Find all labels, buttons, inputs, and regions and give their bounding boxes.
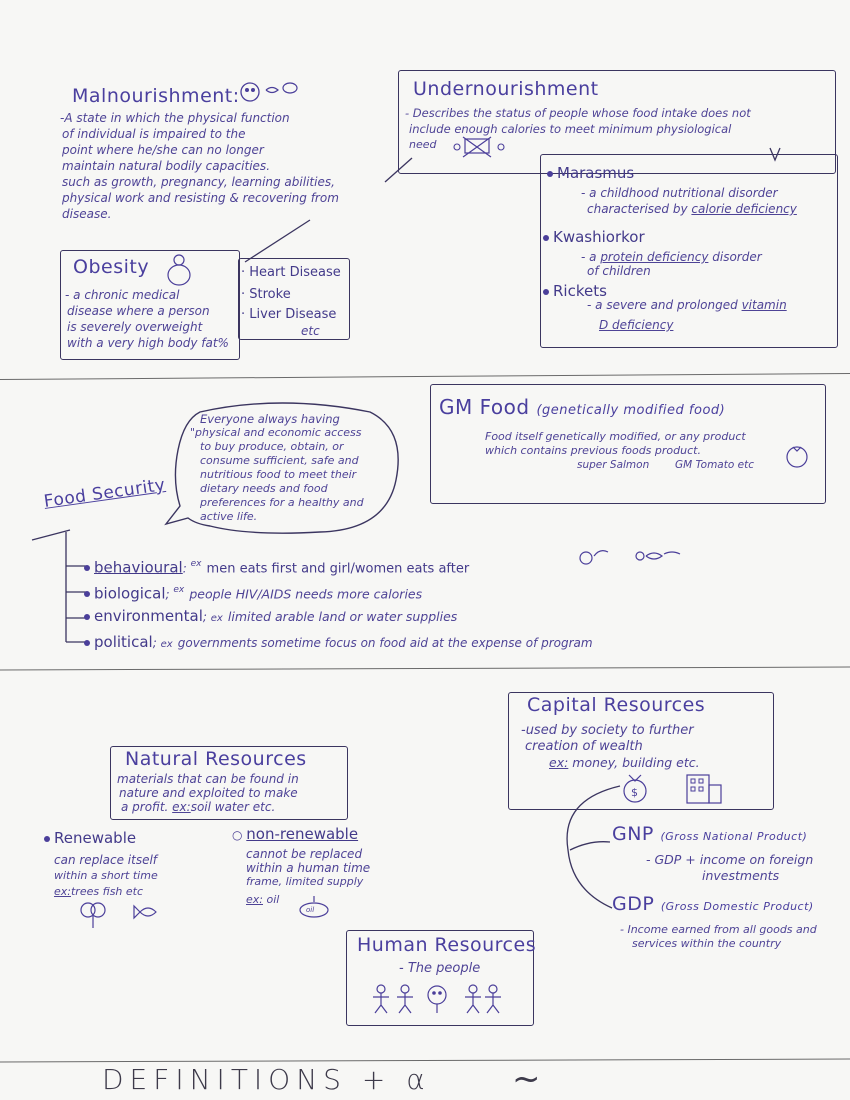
rickets-vitamin: vitamin	[741, 298, 787, 312]
obesity-line-2: disease where a person	[67, 304, 210, 318]
non-renewable-title: non-renewable	[246, 825, 359, 843]
obesity-diseases-box	[238, 258, 350, 340]
kwashiorkor-title: Kwashiorkor	[553, 228, 645, 246]
natural-line-1: materials that can be found in	[117, 772, 299, 786]
gm-food-box	[430, 384, 826, 504]
item-environmental-label: environmental	[94, 607, 203, 625]
natural-line-2: nature and exploited to make	[119, 786, 298, 800]
people-icon	[574, 544, 694, 572]
gm-food-line-1: Food itself genetically modified, or any product	[485, 430, 746, 443]
natural-ex: ex:	[172, 800, 191, 814]
renewable-ex: ex:	[54, 885, 71, 898]
item-colon: :	[182, 561, 191, 576]
section-divider-2	[0, 667, 850, 671]
item-environmental-text: limited arable land or water supplies	[227, 609, 458, 624]
malnourishment-line-7: disease.	[62, 207, 112, 221]
undernourishment-line-1: - Describes the status of people whose food intake does not	[405, 106, 751, 120]
gdp-line-2: services within the country	[632, 937, 782, 950]
bullet-icon	[84, 614, 90, 620]
malnourishment-line-1: -A state in which the physical function	[60, 111, 290, 125]
obesity-title: Obesity	[73, 256, 150, 278]
bullet-icon	[543, 235, 549, 241]
human-resources-box	[346, 930, 537, 1026]
renewable-line-1: can replace itself	[54, 853, 158, 867]
bullet-icon	[44, 836, 50, 842]
item-biological-ex: ex	[173, 585, 185, 595]
kwashiorkor-line-2: of children	[587, 264, 651, 278]
kwashiorkor-line-1a: - a	[581, 250, 601, 264]
obesity-line-1: - a chronic medical	[65, 288, 180, 302]
non-renewable-line-2: within a human time	[246, 861, 371, 875]
disease-etc: etc	[301, 324, 320, 338]
building-icon	[683, 773, 727, 805]
tree-icon	[78, 900, 168, 930]
bullet-icon	[84, 640, 90, 646]
bubble-line-6: dietary needs and food	[200, 482, 328, 495]
undernourishment-title: Undernourishment	[413, 78, 599, 100]
disease-liver: Liver Disease	[249, 307, 337, 322]
obesity-box	[60, 250, 240, 360]
oil-barrel-label: oil	[306, 906, 315, 914]
item-behavioural-ex: ex	[190, 559, 202, 569]
hollow-bullet: ○	[232, 828, 247, 842]
bullet-icon	[84, 591, 90, 597]
marasmus-calorie-deficiency: calorie deficiency	[691, 202, 797, 216]
section-divider-3	[0, 1059, 850, 1063]
gm-food-example-1: super Salmon	[577, 459, 650, 471]
non-renewable-line-3: frame, limited supply	[246, 875, 364, 888]
item-political-text: governments sometime focus on food aid at the expense of program	[177, 636, 593, 650]
bullet-icon	[543, 289, 549, 295]
bullet-liver-disease: ·	[241, 307, 250, 322]
tomato-icon	[783, 441, 819, 471]
people-group-icon	[369, 983, 509, 1019]
obesity-line-3: is severely overweight	[67, 320, 203, 334]
bubble-line-2: "physical and economic access	[190, 426, 362, 439]
natural-line-3: a profit.	[121, 800, 173, 814]
gm-food-title: GM Food	[439, 395, 530, 419]
malnourishment-line-5: such as growth, pregnancy, learning abilities,	[62, 175, 335, 189]
rickets-line-1: - a severe and prolonged	[587, 298, 742, 312]
gm-food-example-2: GM Tomato etc	[675, 459, 754, 471]
gnp-title: GNP	[612, 823, 654, 845]
item-political-label: political	[94, 633, 153, 651]
bubble-line-5: nutritious food to meet their	[200, 468, 357, 481]
item-behavioural-label: behavioural	[94, 558, 183, 577]
gdp-line-1: - Income earned from all goods and	[620, 923, 817, 936]
non-renewable-ex: ex:	[246, 893, 263, 906]
bullet-heart-disease: ·	[241, 265, 250, 280]
undernourishment-line-2: include enough calories to meet minimum physiological	[409, 122, 732, 136]
bullet-icon	[547, 171, 553, 177]
gm-food-subtitle: (genetically modified food)	[536, 403, 726, 418]
capital-title: Capital Resources	[527, 694, 706, 716]
item-environmental-ex: ex	[210, 613, 223, 624]
item-colon: ;	[152, 636, 161, 650]
bubble-line-7: preferences for a healthy and	[200, 496, 364, 509]
item-biological-text: people HIV/AIDS needs more calories	[189, 586, 423, 602]
gnp-line-1: - GDP + income on foreign	[646, 852, 814, 867]
disease-heart: Heart Disease	[249, 265, 341, 280]
malnourishment-title: Malnourishment	[72, 85, 233, 107]
malnourishment-colon: :	[232, 85, 240, 107]
obesity-line-4: with a very high body fat%	[67, 336, 229, 350]
bullet-stroke: ·	[241, 287, 250, 302]
bubble-line-1: Everyone always having	[200, 412, 340, 426]
capital-ex-text: money, building etc.	[572, 755, 700, 770]
malnourishment-line-6: physical work and resisting & recovering from	[62, 191, 339, 205]
footer-title: DEFINITIONS + α	[102, 1063, 431, 1096]
marasmus-line-2: characterised by	[587, 202, 692, 216]
bubble-line-8: active life.	[200, 510, 258, 523]
renewable-ex-text: trees fish etc	[70, 885, 144, 898]
gnp-line-2: investments	[702, 868, 780, 883]
item-colon: ;	[165, 587, 174, 602]
malnourishment-line-4: maintain natural bodily capacities.	[62, 159, 271, 173]
item-colon: ;	[202, 610, 211, 624]
gm-food-line-2: which contains previous foods product.	[485, 444, 701, 457]
capital-line-1: -used by society to further	[521, 723, 694, 738]
human-title: Human Resources	[357, 934, 537, 956]
food-security-item-environmental	[84, 606, 457, 627]
non-renewable-line-1: cannot be replaced	[246, 847, 363, 861]
bubble-line-3: to buy produce, obtain, or	[200, 440, 344, 453]
footer-tilde: ~	[512, 1059, 541, 1099]
gnp-full: (Gross National Product)	[660, 830, 808, 843]
item-behavioural-text: men eats first and girl/women eats after	[206, 561, 470, 577]
rickets-title: Rickets	[553, 282, 607, 300]
non-renewable-ex-text: oil	[266, 893, 280, 906]
renewable-title: Renewable	[54, 829, 137, 847]
natural-title: Natural Resources	[125, 748, 307, 770]
marasmus-line-1: - a childhood nutritional disorder	[581, 186, 778, 200]
malnourishment-line-3: point where he/she can no longer	[62, 143, 264, 157]
food-security-item-biological	[84, 582, 422, 602]
human-line-1: - The people	[399, 961, 481, 976]
kwashiorkor-line-1b: disorder	[708, 250, 762, 264]
food-security-item-behavioural	[84, 556, 469, 577]
svg-text:$: $	[631, 786, 638, 799]
gdp-full: (Gross Domestic Product)	[660, 900, 814, 913]
capital-line-2: creation of wealth	[525, 739, 643, 754]
natural-resources-box	[110, 746, 348, 820]
marasmus-title: Marasmus	[557, 164, 635, 182]
renewable-line-2: within a short time	[54, 869, 158, 882]
gdp-title: GDP	[612, 893, 655, 915]
malnourishment-line-2: of individual is impaired to the	[62, 127, 246, 141]
deficiency-box	[540, 154, 838, 348]
overweight-person-icon	[161, 253, 197, 287]
item-biological-label: biological	[94, 584, 166, 603]
food-security-item-political	[84, 632, 593, 653]
undernourishment-line-3: need	[409, 138, 437, 151]
kwashiorkor-protein-deficiency: protein deficiency	[600, 250, 709, 264]
rickets-d-deficiency: D deficiency	[599, 318, 674, 332]
natural-line-3-suffix: soil water etc.	[190, 800, 276, 814]
bullet-icon	[84, 565, 90, 571]
food-security-title: Food Security	[42, 475, 167, 512]
crossed-food-icon	[451, 135, 521, 165]
disease-stroke: Stroke	[249, 287, 291, 302]
capital-ex: ex:	[549, 755, 569, 770]
bubble-line-4: consume sufficient, safe and	[200, 454, 359, 467]
item-political-ex: ex	[160, 639, 173, 650]
